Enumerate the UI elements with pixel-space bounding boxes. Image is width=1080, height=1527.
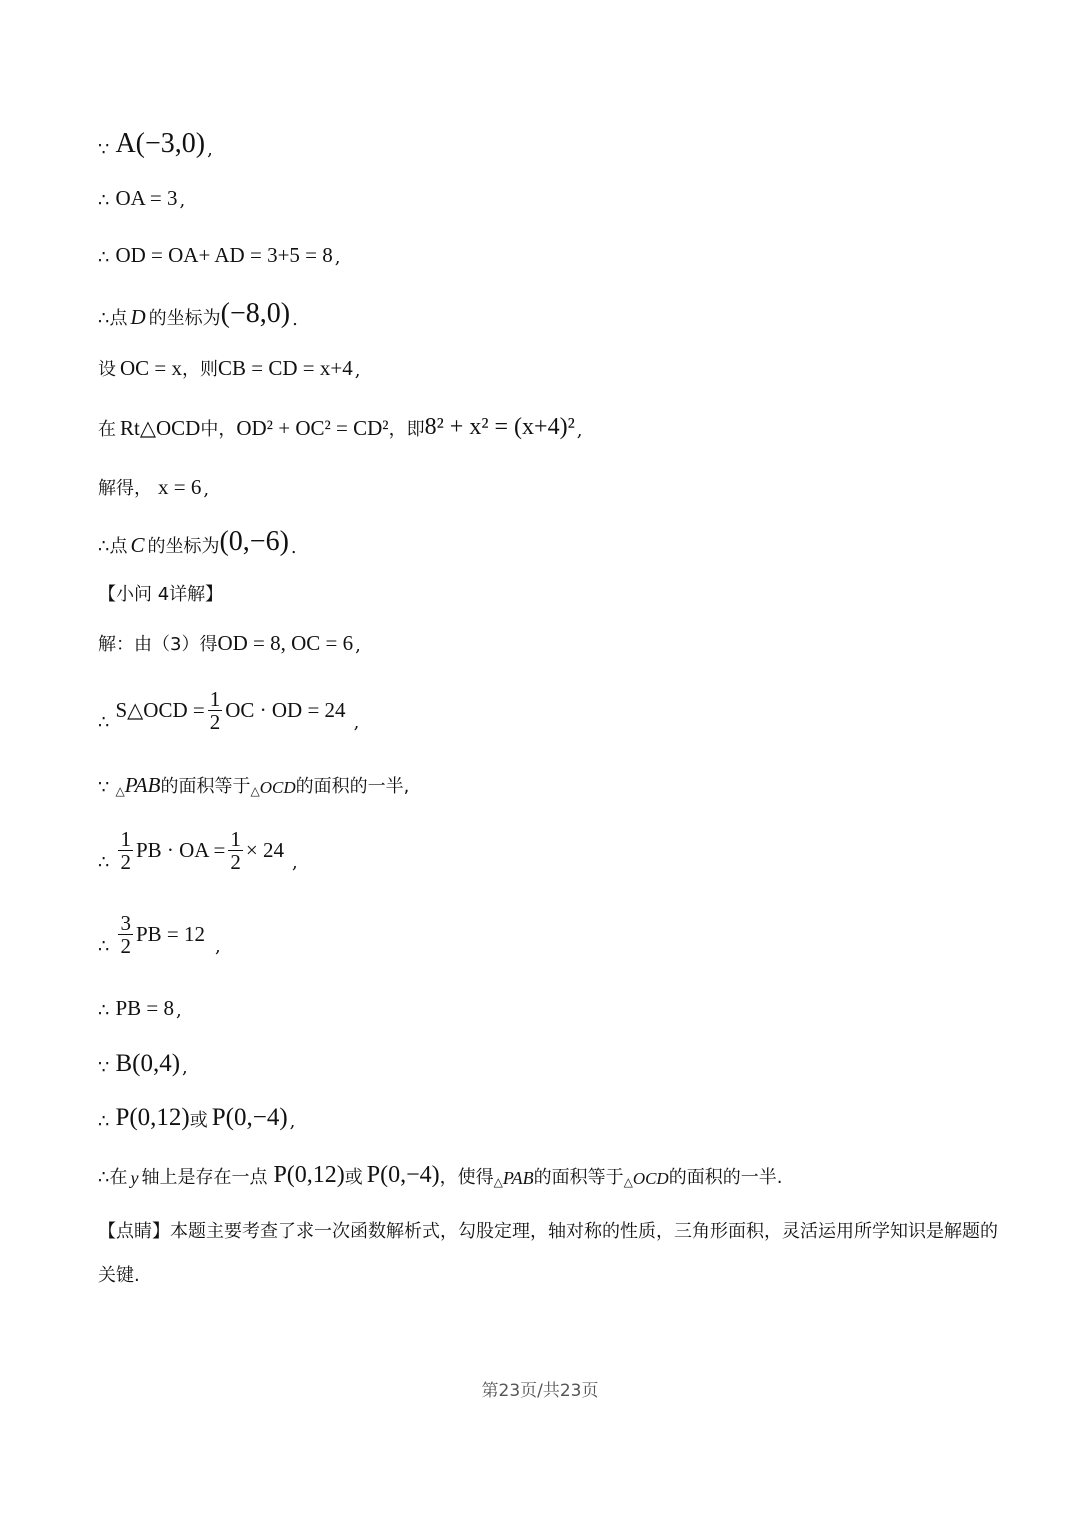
therefore-symbol: ∴ xyxy=(98,190,110,211)
line-8 xyxy=(98,526,297,558)
variable: C xyxy=(130,533,145,557)
because-symbol: ∵ xyxy=(98,777,110,798)
fraction xyxy=(208,688,223,733)
text: 或 xyxy=(189,1110,208,1131)
line-13 xyxy=(98,828,298,873)
line-5 xyxy=(98,355,360,381)
triangle-icon: △ xyxy=(115,784,125,798)
section-heading xyxy=(98,580,223,606)
text: ，使得 xyxy=(439,1167,494,1188)
math-expr: PAB xyxy=(124,773,161,797)
therefore-symbol: ∴ xyxy=(98,247,110,268)
therefore-symbol: ∴ xyxy=(98,712,110,733)
text: 或 xyxy=(344,1167,363,1188)
math-expr: PB = 12 xyxy=(135,922,205,946)
math-expr: OC = x xyxy=(120,356,183,380)
therefore-symbol: ∴ xyxy=(98,1111,110,1132)
numerator: 1 xyxy=(209,687,221,711)
punct: , xyxy=(292,852,298,873)
text: ，即 xyxy=(388,419,425,440)
line-4 xyxy=(98,298,298,330)
punct: , xyxy=(334,247,341,268)
text: 轴上是存在一点 xyxy=(141,1167,268,1188)
punct: , xyxy=(289,1111,296,1132)
line-18 xyxy=(98,1162,782,1189)
line-12 xyxy=(98,772,409,798)
text: 中， xyxy=(200,419,237,440)
text: ，则 xyxy=(182,359,219,380)
math-expr: Rt△OCD xyxy=(120,416,201,440)
triangle-icon: △ xyxy=(623,1175,633,1189)
text: 在 xyxy=(98,419,116,440)
fraction xyxy=(118,828,133,873)
math-expr: S△OCD = xyxy=(115,698,205,722)
therefore-symbol: ∴ xyxy=(98,936,110,957)
because-symbol: ∵ xyxy=(98,139,110,160)
therefore-symbol: ∴ xyxy=(98,852,110,873)
math-expr: 8² + x² = (x+4)² xyxy=(424,414,575,440)
math-expr: OA = 3 xyxy=(115,186,178,210)
numerator: 1 xyxy=(120,827,131,851)
math-expr: A(−3,0) xyxy=(115,128,206,159)
math-expr: CB = CD = x+4 xyxy=(218,356,353,380)
math-expr: (−8,0) xyxy=(220,298,291,329)
math-expr: OD = OA+ AD = 3+5 = 8 xyxy=(115,243,333,267)
punct: , xyxy=(214,936,221,957)
numerator: 3 xyxy=(120,911,131,935)
math-expr: (0,−6) xyxy=(219,526,289,557)
denominator: 2 xyxy=(209,710,221,734)
fraction xyxy=(228,828,243,873)
math-expr: OD² + OC² = CD² xyxy=(236,416,389,440)
punct: , xyxy=(354,360,361,381)
math-expr: P(0,12) xyxy=(115,1104,190,1131)
math-expr: PB · OA = xyxy=(135,838,226,862)
variable: y xyxy=(130,1168,139,1188)
punct: , xyxy=(203,479,210,500)
text: 解得， xyxy=(98,478,152,499)
line-11 xyxy=(98,688,359,733)
line-14 xyxy=(98,912,221,957)
punct: , xyxy=(179,190,186,211)
text: ∴点 xyxy=(98,308,128,329)
variable: D xyxy=(130,305,146,329)
math-expr: P(0,12) xyxy=(273,1162,345,1188)
math-expr: OCD xyxy=(259,778,296,797)
line-15 xyxy=(98,996,182,1021)
punct: . xyxy=(292,309,298,330)
fraction xyxy=(118,912,133,957)
math-expr: OC · OD = 24 xyxy=(225,698,346,722)
line-1 xyxy=(98,128,213,160)
text: 的面积等于 xyxy=(533,1167,624,1188)
punct: , xyxy=(175,1000,182,1021)
math-expr: OCD xyxy=(632,1169,669,1188)
text: 的面积的一半. xyxy=(668,1167,783,1188)
page-footer: 第23页/共23页 xyxy=(481,1381,599,1401)
punct: , xyxy=(355,635,361,656)
punct: , xyxy=(182,1057,188,1078)
denominator: 2 xyxy=(120,934,131,958)
line-10 xyxy=(98,630,361,656)
math-expr: × 24 xyxy=(245,838,284,862)
text: 解：由（3）得 xyxy=(98,634,218,655)
therefore-symbol: ∴ xyxy=(98,1000,110,1021)
punct: , xyxy=(353,712,360,733)
heading-text: 【小问 4详解】 xyxy=(98,584,224,605)
triangle-icon: △ xyxy=(493,1175,503,1189)
text: ∴在 xyxy=(98,1167,128,1188)
text: 的坐标为 xyxy=(147,536,220,557)
punct: . xyxy=(290,537,297,558)
line-6 xyxy=(98,414,583,441)
math-expr: B(0,4) xyxy=(115,1050,181,1077)
text: 的面积等于 xyxy=(160,776,251,797)
numerator: 1 xyxy=(230,827,241,851)
line-16 xyxy=(98,1050,188,1078)
text: 的坐标为 xyxy=(148,308,221,329)
line-17 xyxy=(98,1104,295,1132)
math-expr: P(0,−4) xyxy=(366,1162,440,1188)
punct: , xyxy=(576,420,583,441)
line-3 xyxy=(98,243,341,268)
denominator: 2 xyxy=(120,850,131,874)
comment-paragraph: 【点睛】本题主要考查了求一次函数解析式，勾股定理，轴对称的性质，三角形面积，灵活运用所学知识是解题的关键. xyxy=(98,1221,998,1286)
line-2 xyxy=(98,186,185,211)
math-expr: x = 6 xyxy=(158,475,202,499)
line-7 xyxy=(98,474,209,500)
math-expr: OD = 8, OC = 6 xyxy=(217,631,354,655)
text: ∴点 xyxy=(98,536,128,557)
denominator: 2 xyxy=(230,850,241,874)
math-expr: PB = 8 xyxy=(115,996,174,1020)
text: 设 xyxy=(98,359,116,380)
math-expr: P(0,−4) xyxy=(211,1104,288,1131)
triangle-icon: △ xyxy=(250,784,260,798)
punct: , xyxy=(207,139,213,160)
text: 的面积的一半, xyxy=(295,776,410,797)
math-expr: PAB xyxy=(502,1168,534,1188)
because-symbol: ∵ xyxy=(98,1057,110,1078)
